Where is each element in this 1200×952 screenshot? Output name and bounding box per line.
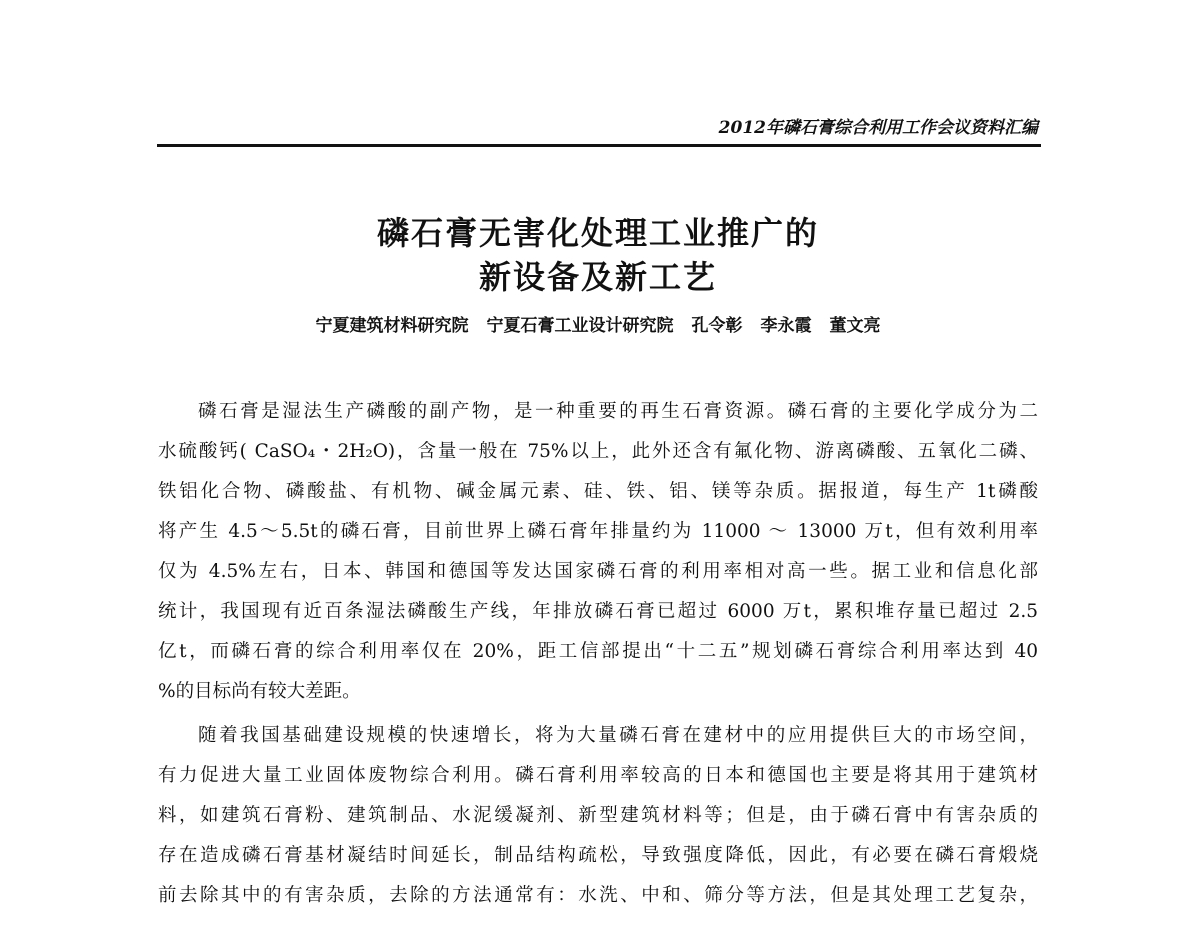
paragraph-1-line-3: 铁铝化合物、磷酸盐、有机物、碱金属元素、硅、铁、铝、镁等杂质。据报道，每生产 1t磷酸 xyxy=(158,481,1038,502)
paragraph-2-line-1: 随着我国基础建设规模的快速增长，将为大量磷石膏在建材中的应用提供巨大的市场空间， xyxy=(198,725,1038,746)
paragraph-2-line-4: 存在造成磷石膏基材凝结时间延长，制品结构疏松，导致强度降低，因此，有必要在磷石膏煅烧 xyxy=(158,845,1038,866)
header-rule xyxy=(157,144,1041,147)
article-title-line-2: 新设备及新工艺 xyxy=(478,258,717,296)
paragraph-2-line-2: 有力促进大量工业固体废物综合利用。磷石膏利用率较高的日本和德国也主要是将其用于建筑材 xyxy=(158,765,1038,786)
author-2: 李永霞 xyxy=(760,316,812,336)
byline xyxy=(158,312,1038,340)
paragraph-1-line-1: 磷石膏是湿法生产磷酸的副产物，是一种重要的再生石膏资源。磷石膏的主要化学成分为二 xyxy=(198,401,1038,422)
author-1: 孔令彰 xyxy=(691,316,743,336)
paragraph-1-line-2: 水硫酸钙( CaSO₄・2H₂O)，含量一般在 75%以上，此外还含有氟化物、游离磷酸、五氧化二磷、 xyxy=(158,441,1038,462)
running-header: 2012年磷石膏综合利用工作会议资料汇编 xyxy=(718,118,1038,138)
paragraph-2-line-5: 前去除其中的有害杂质，去除的方法通常有：水洗、中和、筛分等方法，但是其处理工艺复杂， xyxy=(158,885,1038,906)
paragraph-1-line-4: 将产生 4.5～5.5t的磷石膏，目前世界上磷石膏年排量约为 11000 ～ 13000 万t，但有效利用率 xyxy=(158,521,1038,542)
paragraph-1-line-6: 统计，我国现有近百条湿法磷酸生产线，年排放磷石膏已超过 6000 万t，累积堆存量已超过 2.5 xyxy=(158,601,1038,622)
affiliation-2: 宁夏石膏工业设计研究院 xyxy=(486,316,674,336)
paragraph-1-line-8: %的目标尚有较大差距。 xyxy=(158,681,361,702)
article-title-line-1: 磷石膏无害化处理工业推广的 xyxy=(376,214,819,252)
paragraph-1-line-7: 亿t，而磷石膏的综合利用率仅在 20%，距工信部提出“十二五”规划磷石膏综合利用率达到 40 xyxy=(158,641,1038,662)
author-3: 董文亮 xyxy=(829,316,881,336)
affiliation-1: 宁夏建筑材料研究院 xyxy=(315,316,469,336)
paragraph-2-line-3: 料，如建筑石膏粉、建筑制品、水泥缓凝剂、新型建筑材料等；但是，由于磷石膏中有害杂质的 xyxy=(158,805,1038,826)
paragraph-1-line-5: 仅为 4.5%左右，日本、韩国和德国等发达国家磷石膏的利用率相对高一些。据工业和信息化部 xyxy=(158,561,1038,582)
